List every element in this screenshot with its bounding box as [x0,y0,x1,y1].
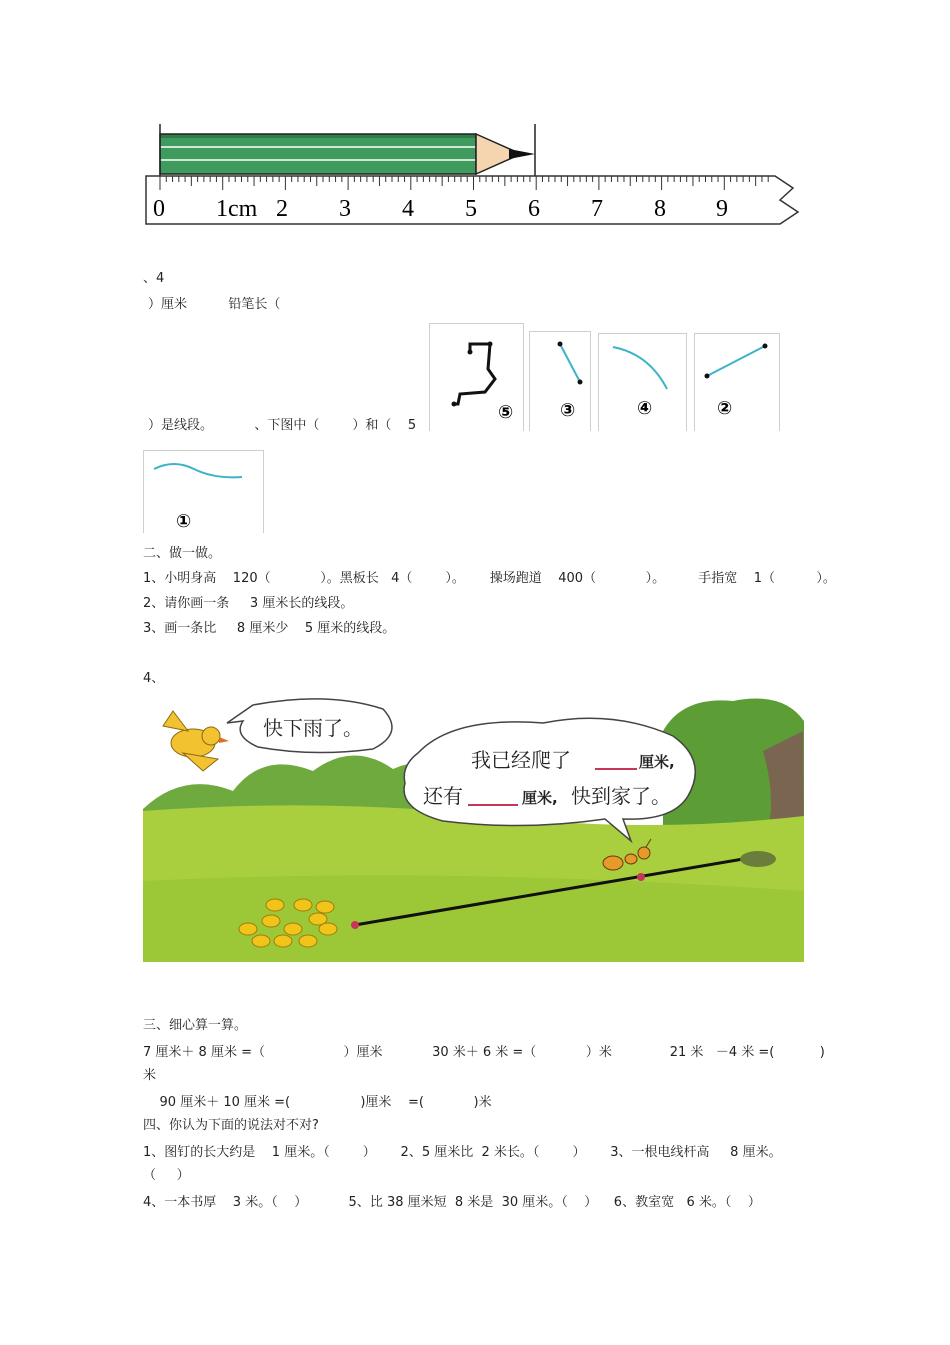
section-3-row2: 90 厘米＋ 10 厘米 =( )厘米 =( )米 [143,1095,492,1110]
shape-3-segment [560,344,580,382]
section-2-q1: 1、小明身高 120（ ）。黑板长 4（ ）。 操场跑道 400（ ）。 手指宽 1（ ）。 [143,571,836,586]
ant-scene-illustration [143,691,804,962]
ruler-svg [143,124,804,236]
bird-speech-text: 快下雨了。 [263,716,363,740]
section-2-q2: 2、请你画一条 3 厘米长的线段。 [143,596,354,611]
section-2-q4: 4、 [143,671,165,686]
ruler-num-0: 0 [153,196,165,222]
shape-2-label: ② [717,398,733,419]
shape-4-label: ④ [637,398,653,419]
section-3-row1-wrap: 米 [143,1068,157,1083]
segment-question: ）是线段。 、下图中（ ）和（ 5 [148,418,417,433]
shape-1-box [143,450,264,533]
section-4-row1: 1、图钉的长大约是 1 厘米。（ ） 2、5 厘米比 2 米长。（ ） 3、一根电线杆高 8 厘米。 [143,1145,782,1160]
section-2-q3: 3、画一条比 8 厘米少 5 厘米的线段。 [143,621,396,636]
section-4-row2: 4、一本书厚 3 米。（ ） 5、比 38 厘米短 8 米是 30 厘米。（ ） 6、教室宽 6 米。（ ） [143,1195,761,1210]
shape-5-box [429,323,524,431]
ant-hole [740,851,776,867]
shape-5-label: ⑤ [498,402,514,423]
shape-2-line [707,346,765,376]
ruler-num-8: 8 [654,196,666,222]
ant-speech-unit2: 厘米, [522,789,558,807]
start-point [351,921,359,929]
shape-4-box [598,333,687,431]
ruler-num-6: 6 [528,196,540,222]
ant-speech-line2-post: 快到家了。 [571,784,671,808]
section-3-title: 三、细心算一算。 [143,1018,248,1033]
ruler-num-9: 9 [716,196,728,222]
ruler-num-4: 4 [402,196,414,222]
section-3-row1: 7 厘米＋ 8 厘米 =（ ）厘米 30 米＋ 6 米 =（ ）米 21 米 －4 米 =( ) [143,1045,825,1060]
ruler-num-3: 3 [339,196,351,222]
pencil-length-question: ）厘米 铅笔长（ [148,297,281,312]
shape-1-curve [154,464,242,477]
shape-2-box [694,333,780,431]
shape-3-label: ③ [560,400,576,421]
ruler-num-5: 5 [465,196,477,222]
ant-speech-unit1: 厘米, [639,753,675,771]
shape-1-label: ① [176,511,192,532]
ruler-unit-label: 1cm [216,196,258,222]
ant-speech-line1: 我已经爬了 [471,748,571,772]
shape-3-box [529,331,591,431]
section-2-title: 二、做一做。 [143,546,222,561]
ant-point [637,873,645,881]
section-4-title: 四、你认为下面的说法对不对? [143,1118,319,1133]
ruler-figure [143,124,804,236]
section-4-row1-wrap: （ ） [143,1168,190,1183]
ruler-num-2: 2 [276,196,288,222]
ruler-num-7: 7 [591,196,603,222]
shape-4-curve [613,347,667,389]
ant-speech-line2-pre: 还有 [423,784,463,808]
question-4-label: 、4 [143,271,165,286]
pencil-image [160,134,535,174]
shape-5-curve [454,344,495,404]
